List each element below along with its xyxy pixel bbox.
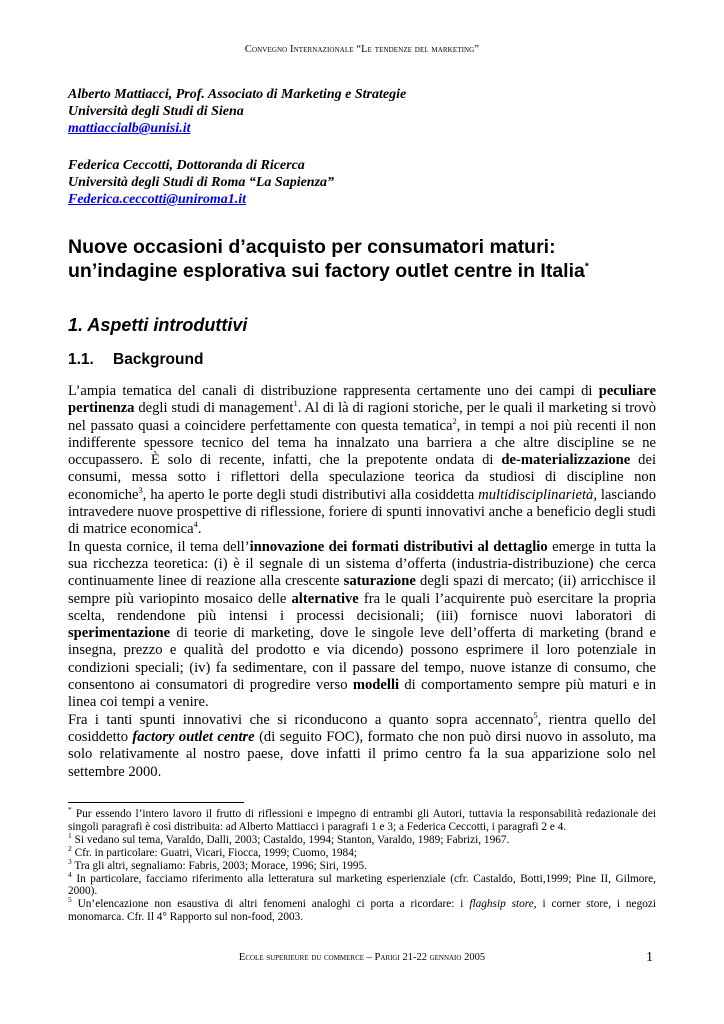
footnote-ref-4[interactable]: 4 xyxy=(193,519,198,530)
subsection-heading xyxy=(68,351,203,369)
footnote-3: $^3$ Tra gli altri, segnaliamo: Fabris, 2003; Morace, 1996; Siri, 1995. xyxy=(68,856,368,872)
page-number: 1 xyxy=(646,950,653,965)
author-2-affiliation: Università degli Studi di Roma “La Sapienza” xyxy=(68,175,335,190)
paragraph-2: In questa cornice, il tema dell’innovazione dei formati distributivi al dettaglio emerge in tutta la sua ricchezza teoretica: (i) è il segnale di un sistema d’offerta (industria-distribuzione) che cerca continuamente linee di reazione alla crescente saturazione degli spazi di mercato; (ii) arricchisce il sempre più variopinto mosaico delle alternative fra le quali l’acquirente può esercitare la propria scelta, rendendone più intensi i processi decisionali; (iii) fornisce nuovi laboratori di sperimentazione di teorie di marketing, dove le singole leve dell’offerta di marketing (brand e insegna, prezzo e qualità del prodotto e via dicendo) possono esprimere il loro potenziale in condizioni speciali; (iv) fa sedimentare, con il passare del tempo, nuove istanze di consumo, che consentono ai consumatori di progredire verso modelli di comportamento sempre più maturi e in linea coi tempi a venire. xyxy=(68,538,657,711)
author-block xyxy=(68,86,668,208)
paper-title xyxy=(68,235,668,283)
running-footer: Ecole superieure du commerce – Parigi 21-22 gennaio 2005 xyxy=(238,952,486,963)
footnote-ref-2[interactable]: 2 xyxy=(452,415,457,426)
footnote-ref-5[interactable]: 5 xyxy=(533,709,538,720)
paper-title-line-1: Nuove occasioni d’acquisto per consumatori maturi: xyxy=(68,236,556,258)
footnote-separator xyxy=(68,802,244,803)
author-2-email-link[interactable]: Federica.ceccotti@uniroma1.it xyxy=(68,192,247,207)
footnote-star: * Pur essendo l’intero lavoro il frutto di riflessioni e impegno di entrambi gli Autori, tuttavia la responsabilità redazionale dei singoli paragrafi è così distribuita: ad Alberto Mattiacci i paragrafi 1 e 3; a Federica Ceccotti, i paragrafi 2 e 4. xyxy=(68,805,656,833)
author-1-email-link[interactable]: mattiaccialb@unisi.it xyxy=(68,121,191,136)
footnotes xyxy=(68,805,657,924)
title-footnote-marker[interactable]: * xyxy=(584,261,589,273)
subsection-number: 1.1. xyxy=(68,351,94,368)
footnote-2: $^2$ Cfr. in particolare: Guatri, Vicari, Fiocca, 1999; Cuomo, 1984; xyxy=(68,843,357,859)
author-2-name: Federica Ceccotti, Dottoranda di Ricerca xyxy=(68,158,305,173)
paper-title-line-2: un’indagine esplorativa sui factory outlet centre in Italia xyxy=(68,260,585,282)
author-1-name: Alberto Mattiacci, Prof. Associato di Marketing e Strategie xyxy=(68,87,407,102)
footnote-4: $^4$ In particolare, facciamo riferimento alla letteratura sul marketing esperienziale (cfr. Castaldo, Botti,1999; Pine II, Gilmore, 2000). xyxy=(68,869,656,898)
paragraph-3: Fra i tanti spunti innovativi che si riconducono a quanto sopra accennato$^5$, rientra quello del cosiddetto factory outlet centre (di seguito FOC), formato che non può dirsi nuovo in assoluto, ma solo relativamente al nostro paese, dove infatti il primo centro fa la sua apparizione solo nel settembre 2000. xyxy=(68,709,657,780)
running-header xyxy=(0,44,724,55)
running-header-part-a: Convegno Internazionale xyxy=(244,44,357,55)
body-text xyxy=(68,383,656,781)
footnote-ref-1[interactable]: 1 xyxy=(293,398,298,409)
section-heading: 1. Aspetti introduttivi xyxy=(68,315,248,335)
running-header-part-b: “Le tendenze del marketing” xyxy=(356,44,480,55)
author-1-affiliation: Università degli Studi di Siena xyxy=(68,104,244,119)
subsection-title: Background xyxy=(113,351,204,368)
footnote-1: $^1$ Si vedano sul tema, Varaldo, Dalli, 2003; Castaldo, 1994; Stanton, Varaldo, 1989; Fabrizi, 1967. xyxy=(68,831,510,846)
footnote-ref-3[interactable]: 3 xyxy=(138,484,143,495)
footnote-5: $^5$ Un’elencazione non esaustiva di altri fenomeni analoghi ci porta a ricordare: i flaghsip store, i corner store, i negozi monomarca. Cfr. Il 4° Rapporto sul non-food, 2003. xyxy=(68,895,657,924)
paragraph-1: L’ampia tematica del canali di distribuzione rappresenta certamente uno dei campi di peculiare pertinenza degli studi di management$^1$. Al di là di ragioni storiche, per le quali il marketing si trovò nel passato quasi a coincidere perfettamente con questa tematica$^2$, in tempi a noi più recenti il non indifferente spessore tecnico del tema ha innalzato una barriera a che altre discipline se ne occupassero. È solo di recente, infatti, che la prepotente ondata di de-materializzazione dei consumi, messa sotto i riflettori della speculazione teorica da studiosi di discipline non economiche$^3$, ha aperto le porte degli studi distributivi alla cosiddetta multidisciplinarietà, lasciando intravedere nuove prospettive di riflessione, foriere di spunti innovativi anche a beneficio degli studi di matrice economica$^4$. xyxy=(68,383,656,538)
